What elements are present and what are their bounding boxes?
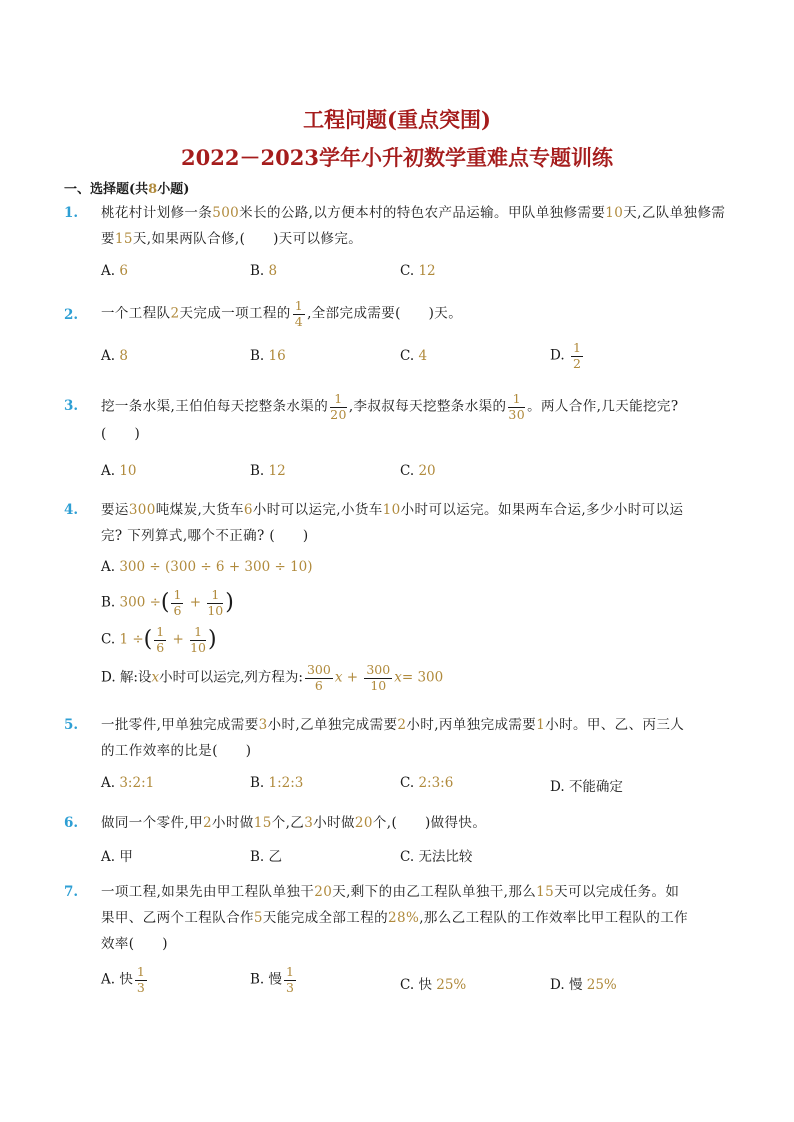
q5-option-d[interactable]: D. 不能确定	[550, 779, 623, 795]
q4-option-d[interactable]: D. 解:设x小时可以运完,列方程为: $\frac{300}{6}$ x + $\frac{300}{10}$ x= 300	[101, 662, 444, 693]
question-text: 一项工程,如果先由甲工程队单独干20天,剩下的由乙工程队单独干,那么15天可以完成任务。如 果甲、乙两个工程队合作5天能完成全部工程的28%,那么乙工程队的工作效率比甲工程队的工作 效率( )	[101, 884, 689, 952]
question-text: 挖一条水渠,王伯伯每天挖整条水渠的 $\frac{1}{20}$ ,李叔叔每天挖整条水渠的 $\frac{1}{30}$ 。两人合作,几天能挖完? ( )	[101, 391, 679, 442]
q6-option-a[interactable]: A. 甲	[101, 849, 133, 865]
q1-option-b[interactable]: B. 8	[250, 263, 278, 279]
question-text: 要运300吨煤炭,大货车6小时可以运完,小货车10小时可以运完。如果两车合运,多少小时可以运 完? 下列算式,哪个不正确? ( )	[101, 502, 684, 544]
q3-option-c[interactable]: C. 20	[400, 463, 436, 479]
q2-option-a[interactable]: A. 8	[101, 348, 128, 364]
q1-option-c[interactable]: C. 12	[400, 263, 436, 279]
q2-option-b[interactable]: B. 16	[250, 348, 286, 364]
question-number: 4.	[64, 502, 79, 518]
question-number: 1.	[64, 205, 79, 221]
page-subtitle: 2022－2023学年小升初数学重难点专题训练	[181, 145, 613, 170]
q5-option-c[interactable]: C. 2:3:6	[400, 775, 454, 791]
question-text: 一个工程队2天完成一项工程的 $\frac{1}{4}$ ,全部完成需要( )天。	[101, 298, 463, 329]
q2-option-c[interactable]: C. 4	[400, 348, 428, 364]
q7-option-c[interactable]: C. 快 25%	[400, 977, 467, 993]
q6-option-c[interactable]: C. 无法比较	[400, 849, 473, 865]
q3-option-a[interactable]: A. 10	[101, 463, 137, 479]
q6-option-b[interactable]: B. 乙	[250, 849, 283, 865]
fraction: $\frac{1}{4}$	[294, 298, 304, 329]
question-text: 桃花村计划修一条500米长的公路,以方便本村的特色农产品运输。甲队单独修需要10天,乙队单独修需要15天,如果两队合修,( )天可以修完。	[101, 205, 726, 247]
q3-option-b[interactable]: B. 12	[250, 463, 286, 479]
q2-option-d[interactable]: D. $\frac{1}{2}$	[550, 340, 581, 371]
q4-option-a[interactable]: A. 300 ÷ (300 ÷ 6 + 300 ÷ 10)	[101, 559, 313, 575]
question-number: 6.	[64, 815, 79, 831]
q4-option-b[interactable]: B. 300 ÷( $\frac{1}{6}$ + $\frac{1}{10}$ )	[101, 587, 234, 618]
q5-option-a[interactable]: A. 3:2:1	[101, 775, 155, 791]
question-number: 3.	[64, 398, 79, 414]
question-number: 5.	[64, 717, 79, 733]
page-title: 工程问题(重点突围)	[303, 107, 491, 132]
q4-option-c[interactable]: C. 1 ÷( $\frac{1}{6}$ + $\frac{1}{10}$ )	[101, 624, 217, 655]
q7-option-d[interactable]: D. 慢 25%	[550, 977, 617, 993]
q7-option-b[interactable]: B. 慢 $\frac{1}{3}$	[250, 964, 294, 995]
question-number: 7.	[64, 884, 79, 900]
q5-option-b[interactable]: B. 1:2:3	[250, 775, 304, 791]
section-heading: 一、选择题(共8小题)	[64, 182, 190, 197]
q7-option-a[interactable]: A. 快 $\frac{1}{3}$	[101, 964, 145, 995]
question-text: 一批零件,甲单独完成需要3小时,乙单独完成需要2小时,丙单独完成需要1小时。甲、乙、丙三人 的工作效率的比是( )	[101, 717, 685, 759]
question-number: 2.	[64, 307, 79, 323]
question-text: 做同一个零件,甲2小时做15个,乙3小时做20个,( )做得快。	[101, 815, 487, 831]
q1-option-a[interactable]: A. 6	[101, 263, 128, 279]
